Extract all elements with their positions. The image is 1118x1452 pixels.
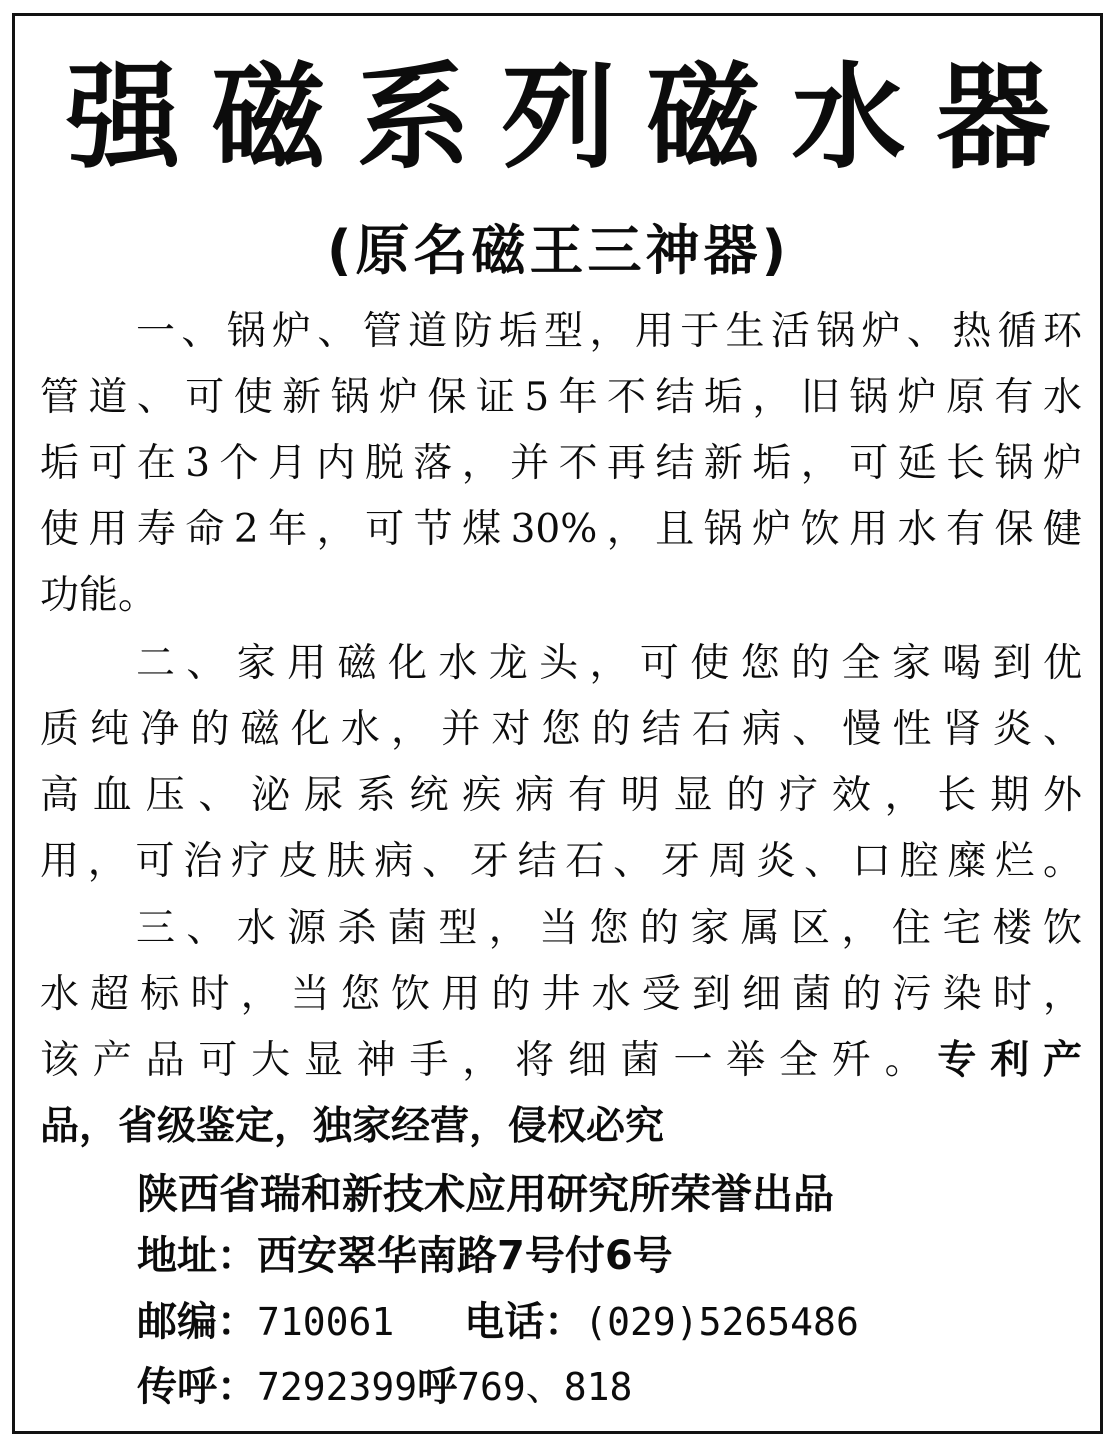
paragraph-3-line-1: 三、水源杀菌型，当您的家属区，住宅楼饮 (136, 906, 1082, 951)
phone-value: (029)5265486 (584, 1300, 859, 1344)
paragraph-2-line-1: 二、家用磁化水龙头，可使您的全家喝到优 (136, 641, 1082, 686)
paragraph-2-line-3: 高血压、泌尿系统疾病有明显的疗效，长期外 (40, 773, 1082, 818)
producer-line: 陕西省瑞和新技术应用研究所荣誉出品 (137, 1170, 834, 1218)
patent-notice-start: 专利产 (937, 1038, 1082, 1083)
pager-label: 传呼： (137, 1364, 257, 1410)
paragraph-3-line-2: 水超标时，当您饮用的井水受到细菌的污染时， (40, 972, 1082, 1017)
paragraph-2-line-2: 质纯净的磁化水，并对您的结石病、慢性肾炎、 (40, 707, 1082, 752)
address-line (137, 1225, 673, 1287)
postcode-label: 邮编： (137, 1299, 257, 1345)
address-label: 地址： (137, 1233, 257, 1279)
paragraph-1-line-1: 一、锅炉、管道防垢型，用于生活锅炉、热循环 (136, 309, 1082, 354)
paragraph-3-line-3 (40, 1028, 1082, 1094)
pager-call-word: 呼 (417, 1364, 458, 1410)
pager-line (137, 1356, 632, 1418)
paragraph-3-line-3-text: 该产品可大显神手，将细菌一举全歼。 (40, 1038, 938, 1083)
address-value: 西安翠华南路7号付6号 (257, 1233, 673, 1279)
ad-title: 强磁系列磁水器 (66, 51, 1082, 184)
pager-number: 7292399 (257, 1365, 418, 1409)
ad-subtitle: (原名磁王三神器) (326, 219, 791, 282)
postcode-value: 710061 (257, 1300, 395, 1344)
paragraph-1-line-5: 功能。 (40, 573, 158, 618)
paragraph-1-line-2: 管道、可使新锅炉保证5年不结垢，旧锅炉原有水 (40, 375, 1082, 420)
paragraph-1-line-3: 垢可在3个月内脱落，并不再结新垢，可延长锅炉 (40, 441, 1082, 486)
patent-notice-end: 品，省级鉴定，独家经营，侵权必究 (40, 1104, 665, 1149)
paragraph-2-line-4: 用，可治疗皮肤病、牙结石、牙周炎、口腔糜烂。 (40, 839, 1082, 884)
paragraph-1-line-4: 使用寿命2年，可节煤30%，且锅炉饮用水有保健 (40, 507, 1082, 552)
pager-extensions: 769、818 (457, 1365, 633, 1409)
postcode-phone-line (137, 1291, 859, 1353)
phone-label: 电话： (464, 1299, 585, 1345)
